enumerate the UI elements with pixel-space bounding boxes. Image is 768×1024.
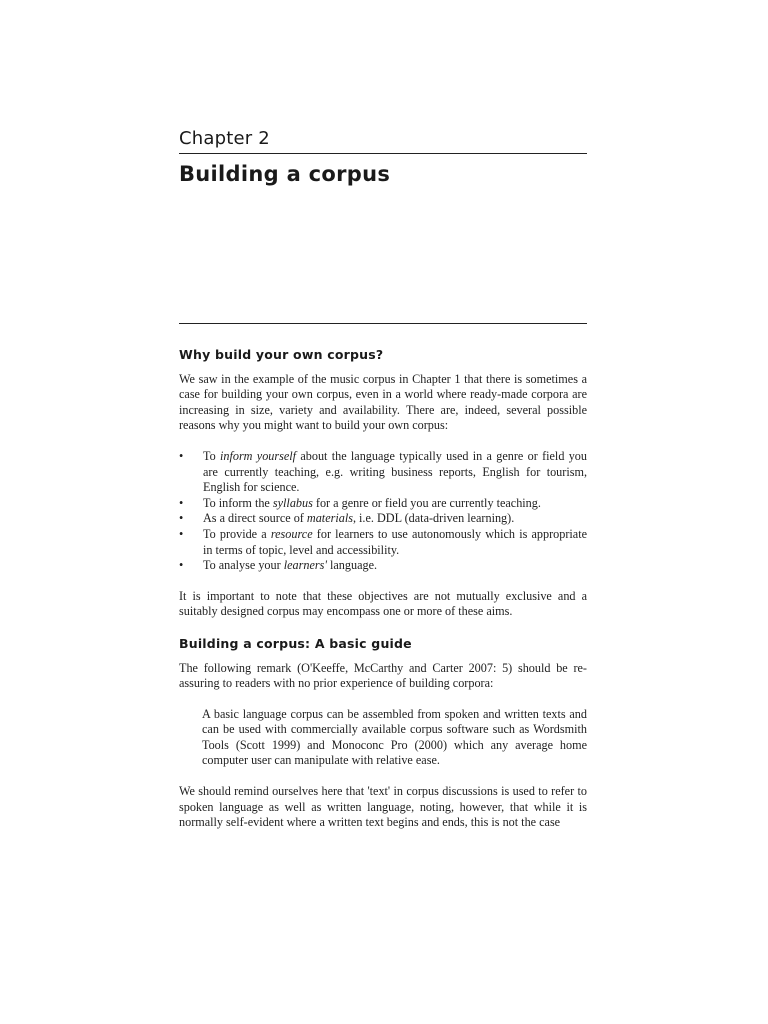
intro-paragraph: We saw in the example of the music corpus in Chapter 1 that there is sometimes a case for building your own corpus, even in a world where ready-made corpora are increasing in size, variety and availability. There are, indeed, several possible reasons why you might want to build your own corpus: (179, 371, 587, 433)
section-heading-guide: Building a corpus: A basic guide (179, 635, 412, 651)
text-definition-paragraph: We should remind ourselves here that 'text' in corpus discussions is used to refer to spoken language as well as written language, noting, however, that while it is normally self-evident where a written text begins and ends, this is not the case (179, 784, 587, 830)
list-item: • To provide a resource for learners to use autonomously which is appropriate in terms of topic, level and accessibility. (179, 527, 587, 558)
list-item: • To analyse your learners' language. (179, 558, 587, 574)
closing-paragraph: It is important to note that these objectives are not mutually exclusive and a suitably designed corpus may encompass one or more of these aims. (179, 588, 587, 619)
reasons-list (179, 449, 587, 574)
list-item: • To inform yourself about the language typically used in a genre or field you are currently teaching, e.g. writing business reports, English for tourism, English for science. (179, 449, 587, 496)
top-rule (179, 153, 587, 154)
list-item: • As a direct source of materials, i.e. DDL (data-driven learning). (179, 511, 587, 527)
section-heading-why: Why build your own corpus? (179, 347, 384, 362)
remark-paragraph: The following remark (O'Keeffe, McCarthy and Carter 2007: 5) should be re-assuring to readers with no prior experience of building corpora: (179, 660, 587, 691)
block-quote: A basic language corpus can be assembled from spoken and written texts and can be used with commercially available corpus software such as Wordsmith Tools (Scott 1999) and Monoconc Pro (2000) which any average home computer user can manipulate with relative ease. (202, 706, 587, 768)
body-content (179, 347, 587, 831)
section-rule (179, 323, 587, 324)
list-item: • To inform the syllabus for a genre or field you are currently teaching. (179, 496, 587, 512)
chapter-title: Building a corpus (179, 162, 391, 186)
chapter-label: Chapter 2 (179, 128, 270, 149)
